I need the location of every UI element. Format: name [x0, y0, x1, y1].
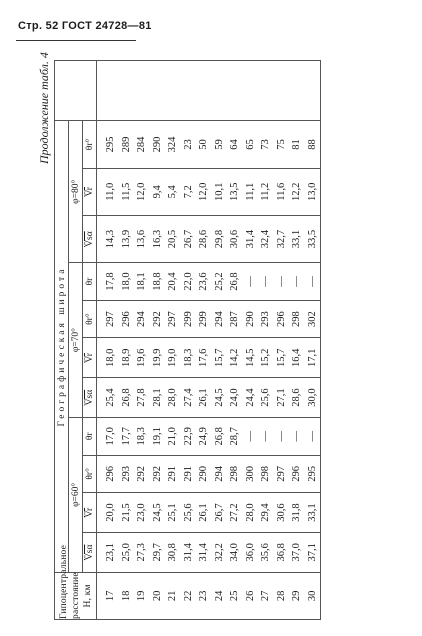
- distance-cell: 23: [196, 572, 212, 619]
- table-row: [134, 61, 150, 620]
- vr-80-cell: 12,2: [289, 168, 305, 215]
- vr-70-cell: 14,5: [243, 338, 259, 378]
- theta-70-cell: 26,8: [227, 263, 243, 301]
- theta-deg-80-cell: 284: [134, 121, 150, 168]
- theta-60-cell: 28,7: [227, 417, 243, 455]
- vsa-80-cell: 28,6: [196, 215, 212, 262]
- vr-80-cell: 7,2: [181, 168, 197, 215]
- theta-70-cell: 25,2: [212, 263, 228, 301]
- table-row: [119, 61, 135, 620]
- vr-80-cell: 12,0: [196, 168, 212, 215]
- table-row: [274, 61, 290, 620]
- theta-deg-80-cell: 290: [150, 121, 166, 168]
- filler-cell: [196, 61, 212, 121]
- filler-cell: [134, 61, 150, 121]
- vr-60-cell: 28,0: [243, 493, 259, 533]
- vsa-60-cell: 34,0: [227, 532, 243, 572]
- vr-60-cell: 20,0: [97, 493, 119, 533]
- vsa-60-cell: 36,8: [274, 532, 290, 572]
- vsa-80-cell: 26,7: [181, 215, 197, 262]
- theta-70-cell: —: [289, 263, 305, 301]
- vr-70-cell: 19,0: [165, 338, 181, 378]
- vr-70-cell: 17,1: [305, 338, 321, 378]
- theta-deg-60-cell: 298: [227, 455, 243, 493]
- theta-60-cell: 21,0: [165, 417, 181, 455]
- col-header-vsa-80: V̄sα: [83, 215, 97, 262]
- table-row: [165, 61, 181, 620]
- distance-cell: 25: [227, 572, 243, 619]
- theta-deg-60-cell: 291: [181, 455, 197, 493]
- theta-deg-70-cell: 298: [289, 300, 305, 338]
- vsa-70-cell: 24,4: [243, 378, 259, 418]
- vsa-80-cell: 16,3: [150, 215, 166, 262]
- theta-deg-60-cell: 294: [212, 455, 228, 493]
- theta-60-cell: —: [305, 417, 321, 455]
- vsa-80-cell: 33,1: [289, 215, 305, 262]
- vsa-70-cell: 24,5: [212, 378, 228, 418]
- vsa-70-cell: 28,0: [165, 378, 181, 418]
- distance-cell: 21: [165, 572, 181, 619]
- theta-70-cell: —: [274, 263, 290, 301]
- theta-70-cell: —: [305, 263, 321, 301]
- filler-header: [55, 61, 97, 121]
- vsa-70-cell: 28,6: [289, 378, 305, 418]
- vr-70-cell: 15,7: [212, 338, 228, 378]
- vsa-60-cell: 37,1: [305, 532, 321, 572]
- theta-deg-70-cell: 293: [258, 300, 274, 338]
- vsa-60-cell: 36,0: [243, 532, 259, 572]
- vr-70-cell: 18,3: [181, 338, 197, 378]
- vr-80-cell: 13,0: [305, 168, 321, 215]
- latitude-group-header: Географическая широта: [55, 121, 69, 572]
- theta-deg-80-cell: 88: [305, 121, 321, 168]
- distance-cell: 27: [258, 572, 274, 619]
- vsa-80-cell: 20,5: [165, 215, 181, 262]
- vr-70-cell: 15,2: [258, 338, 274, 378]
- theta-60-cell: —: [243, 417, 259, 455]
- vr-60-cell: 25,1: [165, 493, 181, 533]
- vsa-80-cell: 13,6: [134, 215, 150, 262]
- theta-deg-60-cell: 291: [165, 455, 181, 493]
- theta-60-cell: 19,1: [150, 417, 166, 455]
- theta-deg-80-cell: 324: [165, 121, 181, 168]
- theta-deg-70-cell: 297: [97, 300, 119, 338]
- filler-cell: [212, 61, 228, 121]
- rotated-table-block: [30, 48, 392, 620]
- vsa-70-cell: 27,1: [274, 378, 290, 418]
- vsa-80-cell: 13,9: [119, 215, 135, 262]
- theta-deg-60-cell: 292: [150, 455, 166, 493]
- distance-cell: 20: [150, 572, 166, 619]
- vsa-60-cell: 27,3: [134, 532, 150, 572]
- theta-70-cell: 23,6: [196, 263, 212, 301]
- filler-cell: [227, 61, 243, 121]
- vr-70-cell: 16,4: [289, 338, 305, 378]
- vsa-70-cell: 27,4: [181, 378, 197, 418]
- vsa-60-cell: 23,1: [97, 532, 119, 572]
- vsa-80-cell: 29,8: [212, 215, 228, 262]
- theta-deg-80-cell: 65: [243, 121, 259, 168]
- vr-80-cell: 11,2: [258, 168, 274, 215]
- vr-60-cell: 29,4: [258, 493, 274, 533]
- vr-70-cell: 18,0: [97, 338, 119, 378]
- vsa-80-cell: 32,4: [258, 215, 274, 262]
- col-header-vr-80: V̄r: [83, 168, 97, 215]
- filler-cell: [258, 61, 274, 121]
- theta-60-cell: 17,0: [97, 417, 119, 455]
- theta-deg-60-cell: 293: [119, 455, 135, 493]
- theta-deg-80-cell: 59: [212, 121, 228, 168]
- vsa-80-cell: 14,3: [97, 215, 119, 262]
- table-row: [227, 61, 243, 620]
- theta-deg-60-cell: 295: [305, 455, 321, 493]
- distance-cell: 19: [134, 572, 150, 619]
- vr-60-cell: 21,5: [119, 493, 135, 533]
- vsa-70-cell: 30,0: [305, 378, 321, 418]
- table-row: [258, 61, 274, 620]
- page-header: Стр. 52 ГОСТ 24728—81: [18, 20, 152, 32]
- theta-60-cell: 17,7: [119, 417, 135, 455]
- vr-60-cell: 31,8: [289, 493, 305, 533]
- vr-80-cell: 10,1: [212, 168, 228, 215]
- distance-cell: 22: [181, 572, 197, 619]
- vr-80-cell: 11,1: [243, 168, 259, 215]
- theta-deg-60-cell: 300: [243, 455, 259, 493]
- theta-60-cell: 22,9: [181, 417, 197, 455]
- theta-deg-70-cell: 292: [150, 300, 166, 338]
- vr-80-cell: 11,6: [274, 168, 290, 215]
- theta-deg-60-cell: 296: [289, 455, 305, 493]
- vr-70-cell: 19,9: [150, 338, 166, 378]
- theta-60-cell: 24,9: [196, 417, 212, 455]
- theta-60-cell: —: [274, 417, 290, 455]
- table-row: [289, 61, 305, 620]
- theta-70-cell: —: [258, 263, 274, 301]
- theta-deg-80-cell: 50: [196, 121, 212, 168]
- col-header-vr-60: V̄r: [83, 493, 97, 533]
- theta-deg-70-cell: 294: [212, 300, 228, 338]
- vsa-80-cell: 33,5: [305, 215, 321, 262]
- theta-70-cell: 18,1: [134, 263, 150, 301]
- vsa-80-cell: 32,7: [274, 215, 290, 262]
- col-header-theta-deg-70: θr°: [83, 300, 97, 338]
- theta-deg-80-cell: 73: [258, 121, 274, 168]
- data-table: [54, 60, 321, 620]
- filler-cell: [243, 61, 259, 121]
- vsa-60-cell: 29,7: [150, 532, 166, 572]
- table-caption: Продолжение табл. 4: [37, 52, 51, 164]
- vr-60-cell: 33,1: [305, 493, 321, 533]
- col-header-vsa-70: V̄sα: [83, 378, 97, 418]
- vr-70-cell: 19,6: [134, 338, 150, 378]
- filler-cell: [305, 61, 321, 121]
- filler-cell: [97, 61, 119, 121]
- theta-60-cell: —: [289, 417, 305, 455]
- theta-70-cell: 18,0: [119, 263, 135, 301]
- table-row: [243, 61, 259, 620]
- vr-70-cell: 17,6: [196, 338, 212, 378]
- distance-cell: 17: [97, 572, 119, 619]
- vr-70-cell: 14,2: [227, 338, 243, 378]
- theta-60-cell: —: [258, 417, 274, 455]
- vr-70-cell: 18,9: [119, 338, 135, 378]
- theta-deg-70-cell: 287: [227, 300, 243, 338]
- theta-deg-80-cell: 81: [289, 121, 305, 168]
- vsa-70-cell: 25,4: [97, 378, 119, 418]
- table-row: [305, 61, 321, 620]
- col-header-theta-60: θr: [83, 417, 97, 455]
- vsa-80-cell: 31,4: [243, 215, 259, 262]
- theta-deg-70-cell: 297: [165, 300, 181, 338]
- vsa-60-cell: 32,2: [212, 532, 228, 572]
- theta-70-cell: 20,4: [165, 263, 181, 301]
- vr-60-cell: 30,6: [274, 493, 290, 533]
- vsa-60-cell: 31,4: [196, 532, 212, 572]
- vr-80-cell: 11,0: [97, 168, 119, 215]
- phi-70-header: φ=70°: [69, 263, 83, 418]
- distance-cell: 18: [119, 572, 135, 619]
- vsa-80-cell: 30,6: [227, 215, 243, 262]
- theta-60-cell: 18,3: [134, 417, 150, 455]
- theta-deg-60-cell: 298: [258, 455, 274, 493]
- theta-deg-80-cell: 23: [181, 121, 197, 168]
- vr-80-cell: 5,4: [165, 168, 181, 215]
- theta-deg-70-cell: 294: [134, 300, 150, 338]
- filler-cell: [274, 61, 290, 121]
- theta-deg-60-cell: 296: [97, 455, 119, 493]
- vsa-60-cell: 25,0: [119, 532, 135, 572]
- vsa-60-cell: 31,4: [181, 532, 197, 572]
- col-header-theta-deg-80: θr°: [83, 121, 97, 168]
- theta-deg-60-cell: 290: [196, 455, 212, 493]
- theta-deg-70-cell: 299: [196, 300, 212, 338]
- theta-deg-80-cell: 289: [119, 121, 135, 168]
- col-header-vsa-60: V̄sα: [83, 532, 97, 572]
- vr-80-cell: 12,0: [134, 168, 150, 215]
- header-divider: [16, 40, 136, 41]
- theta-70-cell: —: [243, 263, 259, 301]
- filler-cell: [289, 61, 305, 121]
- vsa-60-cell: 37,0: [289, 532, 305, 572]
- vr-60-cell: 26,7: [212, 493, 228, 533]
- theta-deg-70-cell: 302: [305, 300, 321, 338]
- vr-70-cell: 15,7: [274, 338, 290, 378]
- vsa-70-cell: 26,8: [119, 378, 135, 418]
- vsa-60-cell: 30,8: [165, 532, 181, 572]
- table-row: [196, 61, 212, 620]
- vr-60-cell: 27,2: [227, 493, 243, 533]
- table-body: [97, 61, 321, 620]
- phi-60-header: φ=60°: [69, 417, 83, 572]
- filler-cell: [181, 61, 197, 121]
- distance-cell: 24: [212, 572, 228, 619]
- filler-cell: [119, 61, 135, 121]
- vsa-70-cell: 26,1: [196, 378, 212, 418]
- col-header-theta-deg-60: θr°: [83, 455, 97, 493]
- table-row: [150, 61, 166, 620]
- theta-70-cell: 22,0: [181, 263, 197, 301]
- vsa-70-cell: 24,0: [227, 378, 243, 418]
- theta-deg-60-cell: 292: [134, 455, 150, 493]
- theta-deg-70-cell: 296: [274, 300, 290, 338]
- distance-cell: 30: [305, 572, 321, 619]
- vsa-70-cell: 27,8: [134, 378, 150, 418]
- theta-70-cell: 18,8: [150, 263, 166, 301]
- filler-cell: [165, 61, 181, 121]
- distance-cell: 29: [289, 572, 305, 619]
- theta-deg-70-cell: 290: [243, 300, 259, 338]
- vr-60-cell: 26,1: [196, 493, 212, 533]
- theta-deg-60-cell: 297: [274, 455, 290, 493]
- vr-80-cell: 11,5: [119, 168, 135, 215]
- vsa-70-cell: 25,6: [258, 378, 274, 418]
- theta-deg-80-cell: 295: [97, 121, 119, 168]
- vr-60-cell: 24,5: [150, 493, 166, 533]
- theta-deg-80-cell: 64: [227, 121, 243, 168]
- table-row: [181, 61, 197, 620]
- table-row: [212, 61, 228, 620]
- distance-cell: 26: [243, 572, 259, 619]
- vsa-70-cell: 28,1: [150, 378, 166, 418]
- theta-deg-70-cell: 299: [181, 300, 197, 338]
- vsa-60-cell: 35,6: [258, 532, 274, 572]
- col-header-theta-70: θr: [83, 263, 97, 301]
- table-row: [97, 61, 119, 620]
- phi-80-header: φ=80°: [69, 121, 83, 263]
- col-header-vr-70: V̄r: [83, 338, 97, 378]
- vr-60-cell: 23,0: [134, 493, 150, 533]
- filler-cell: [150, 61, 166, 121]
- vr-80-cell: 9,4: [150, 168, 166, 215]
- theta-deg-70-cell: 296: [119, 300, 135, 338]
- distance-cell: 28: [274, 572, 290, 619]
- distance-column-header: Гипоцентральное расстояние Н, км: [55, 572, 97, 619]
- vr-60-cell: 25,6: [181, 493, 197, 533]
- vr-80-cell: 13,5: [227, 168, 243, 215]
- theta-70-cell: 17,8: [97, 263, 119, 301]
- theta-60-cell: 26,8: [212, 417, 228, 455]
- theta-deg-80-cell: 75: [274, 121, 290, 168]
